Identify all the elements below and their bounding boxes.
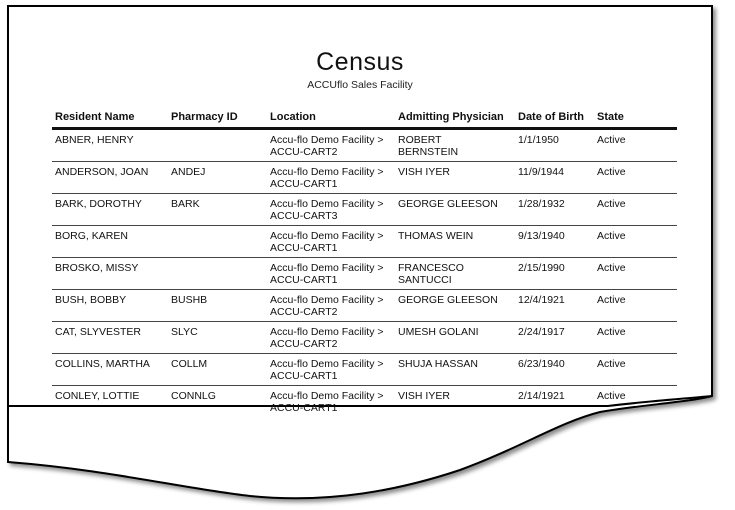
column-header-resident-name: Resident Name [52,110,168,129]
physician-line-1: VISH IYER [398,390,450,402]
pharmacy-id-cell: SLYC [168,322,267,354]
location-cell [267,258,395,290]
location-facility: Accu-flo Demo Facility > [270,390,384,402]
location-facility: Accu-flo Demo Facility > [270,262,384,274]
pharmacy-id-cell: BARK [168,194,267,226]
physician-line-1: THOMAS WEIN [398,230,474,242]
physician-line-1: GEORGE GLEESON [398,198,498,210]
location-cart: ACCU-CART1 [270,274,338,286]
physician-cell [395,194,515,226]
location-cell [267,162,395,194]
resident-name-cell: BROSKO, MISSY [52,258,168,290]
resident-name-cell: CAT, SLYVESTER [52,322,168,354]
location-cell [267,129,395,162]
location-cell [267,194,395,226]
location-cart: ACCU-CART2 [270,306,338,318]
dob-cell: 2/14/1921 [518,390,565,402]
location-facility: Accu-flo Demo Facility > [270,230,384,242]
pharmacy-id-cell: BUSHB [168,290,267,322]
state-cell: Active [594,322,677,354]
resident-name-cell: CONLEY, LOTTIE [55,390,140,402]
dob-cell: 1/1/1950 [515,129,594,162]
location-cart: ACCU-CART2 [270,338,338,350]
location-cart: ACCU-CART1 [270,242,338,254]
report-title: Census [316,48,404,76]
physician-line-2: SANTUCCI [398,274,452,286]
dob-cell: 2/15/1990 [515,258,594,290]
resident-name-cell: BORG, KAREN [52,226,168,258]
physician-cell [395,258,515,290]
state-cell: Active [594,226,677,258]
resident-name-cell: BUSH, BOBBY [52,290,168,322]
location-cart: ACCU-CART1 [270,402,338,414]
dob-cell: 11/9/1944 [515,162,594,194]
report-page [8,6,712,414]
pharmacy-id-cell [168,258,267,290]
pharmacy-id-cell: CONNLG [171,390,216,402]
column-header-admitting-physician: Admitting Physician [395,110,515,129]
resident-name-cell: ABNER, HENRY [52,129,168,162]
state-cell: Active [594,258,677,290]
dob-cell: 12/4/1921 [515,290,594,322]
state-cell: Active [594,194,677,226]
physician-line-2: BERNSTEIN [398,146,459,158]
table-row [52,386,677,418]
location-facility: Accu-flo Demo Facility > [270,134,384,146]
resident-name-cell: COLLINS, MARTHA [52,354,168,386]
location-cell [267,322,395,354]
location-cell [267,290,395,322]
resident-name-cell: ANDERSON, JOAN [52,162,168,194]
table-row [52,354,677,386]
location-cart: ACCU-CART3 [270,210,338,222]
location-cell [267,354,395,386]
table-row [52,162,677,194]
physician-cell [395,226,515,258]
table-header-row [52,110,677,129]
pharmacy-id-cell: COLLM [168,354,267,386]
physician-line-1: UMESH GOLANI [398,326,479,338]
location-facility: Accu-flo Demo Facility > [270,326,384,338]
physician-cell [395,354,515,386]
state-cell: Active [594,354,677,386]
table-row [52,194,677,226]
location-facility: Accu-flo Demo Facility > [270,198,384,210]
location-cart: ACCU-CART2 [270,146,338,158]
state-cell: Active [594,162,677,194]
table-row [52,226,677,258]
state-cell: Active [597,390,626,402]
physician-line-1: GEORGE GLEESON [398,294,498,306]
state-cell: Active [594,129,677,162]
location-facility: Accu-flo Demo Facility > [270,166,384,178]
physician-line-1: SHUJA HASSAN [398,358,478,370]
physician-line-1: FRANCESCO [398,262,464,274]
location-cart: ACCU-CART1 [270,370,338,382]
column-header-location: Location [267,110,395,129]
physician-cell [395,129,515,162]
physician-line-1: VISH IYER [398,166,450,178]
physician-cell [395,386,515,418]
table-row [52,129,677,162]
report-subtitle: ACCUflo Sales Facility [307,79,413,91]
location-facility: Accu-flo Demo Facility > [270,294,384,306]
pharmacy-id-cell [168,129,267,162]
state-cell: Active [594,290,677,322]
table-row [52,322,677,354]
dob-cell: 9/13/1940 [515,226,594,258]
location-facility: Accu-flo Demo Facility > [270,358,384,370]
table-row [52,290,677,322]
physician-cell [395,322,515,354]
physician-line-1: ROBERT [398,134,442,146]
dob-cell: 1/28/1932 [515,194,594,226]
physician-cell [395,290,515,322]
dob-cell: 2/24/1917 [515,322,594,354]
location-cell [267,226,395,258]
census-table [52,110,677,417]
column-header-state: State [594,110,677,129]
column-header-date-of-birth: Date of Birth [515,110,594,129]
table-row [52,258,677,290]
location-cart: ACCU-CART1 [270,178,338,190]
resident-name-cell: BARK, DOROTHY [52,194,168,226]
location-cell [267,386,395,418]
pharmacy-id-cell [168,226,267,258]
physician-cell [395,162,515,194]
dob-cell: 6/23/1940 [515,354,594,386]
pharmacy-id-cell: ANDEJ [168,162,267,194]
column-header-pharmacy-id: Pharmacy ID [168,110,267,129]
